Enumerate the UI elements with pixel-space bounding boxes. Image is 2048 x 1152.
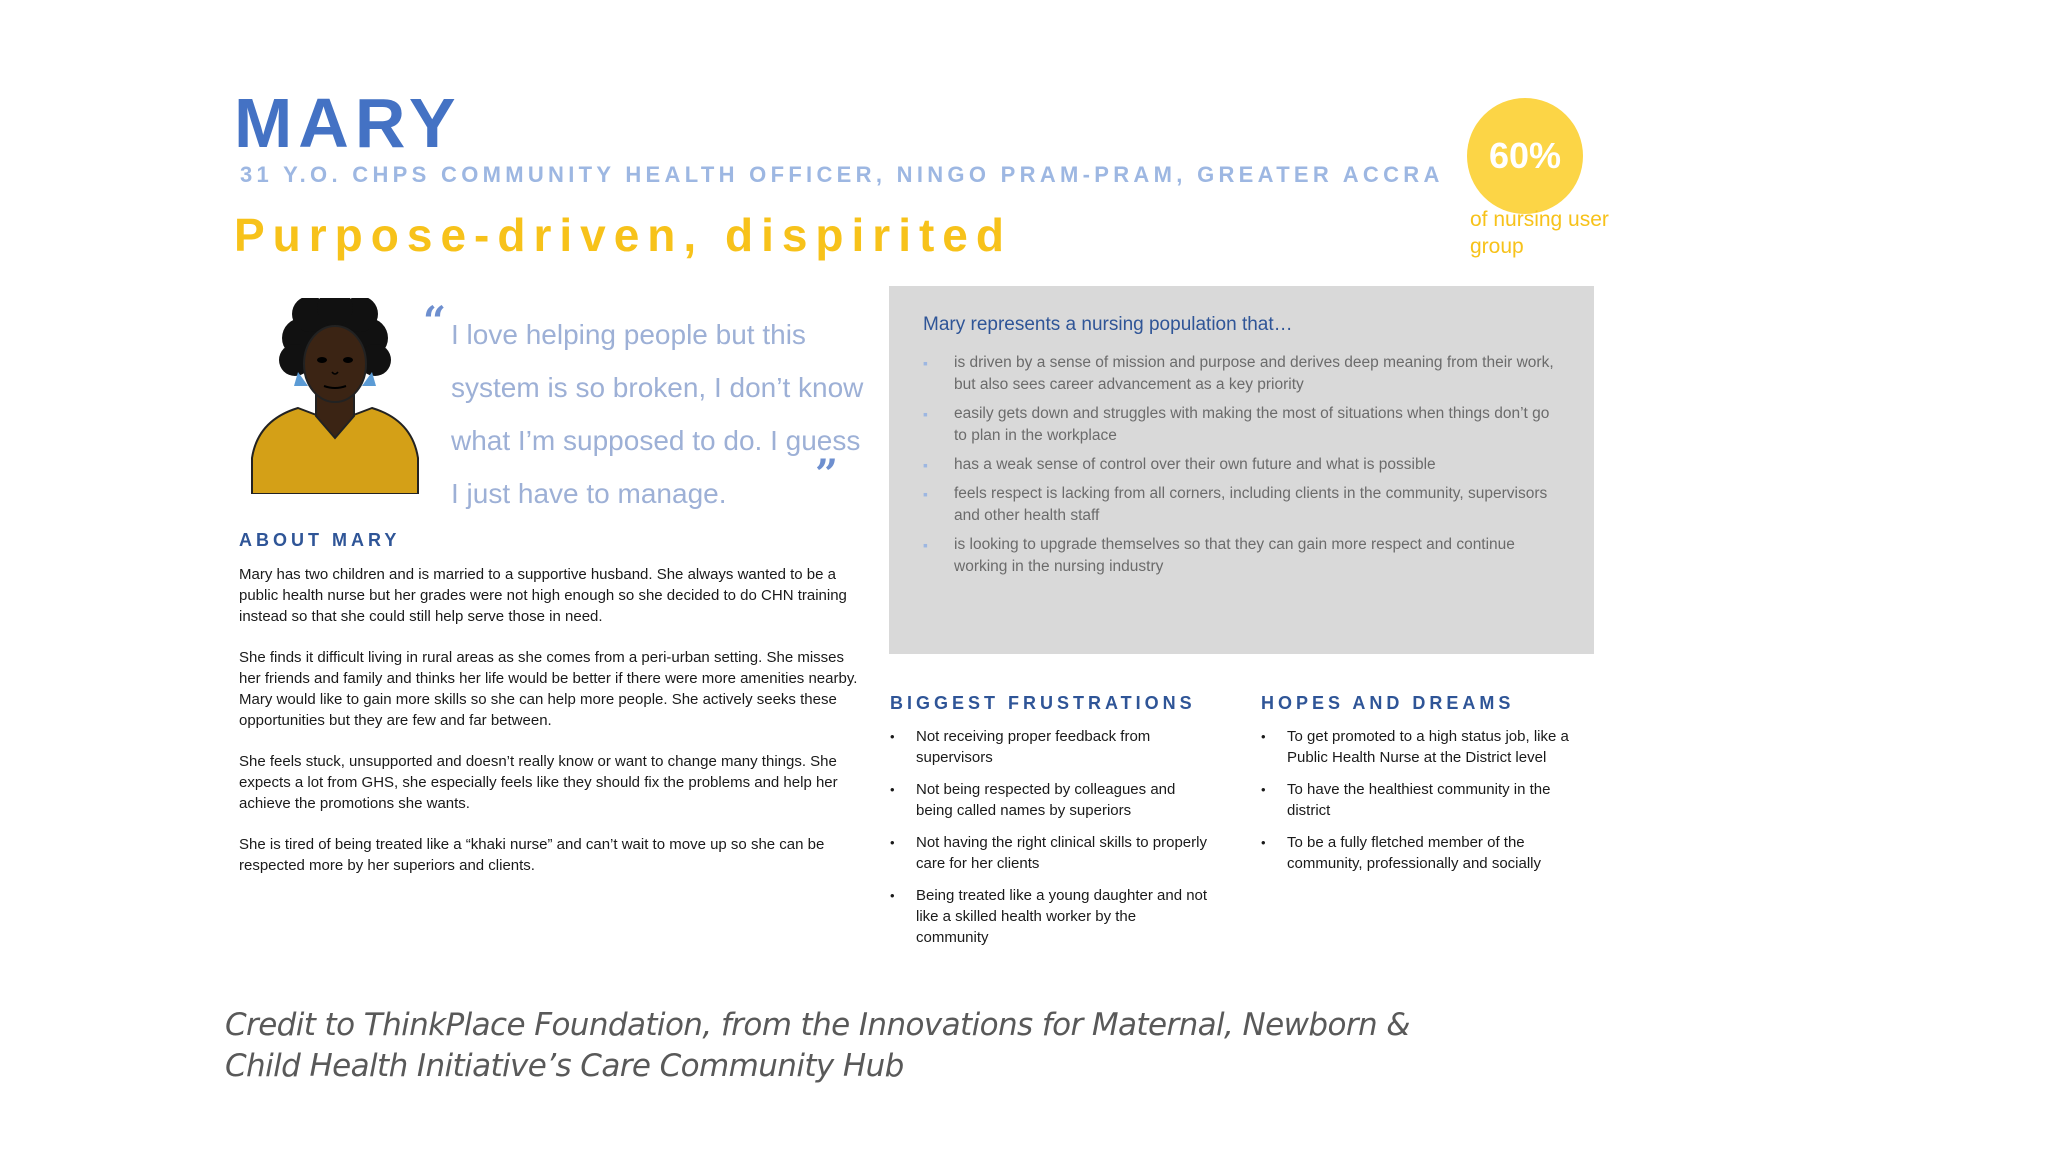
credit-caption: Credit to ThinkPlace Foundation, from the Innovations for Maternal, Newborn & Child Health Initiative’s Care Community Hub (225, 1007, 1410, 1084)
population-item-text: is driven by a sense of mission and purpose and derives deep meaning from their work, but also sees career advancement as a key priority (954, 354, 1554, 393)
hope-item (1261, 832, 1583, 874)
frustration-item (890, 779, 1212, 821)
persona-name: MARY (234, 84, 462, 162)
about-paragraph: Mary has two children and is married to a supportive husband. She always wanted to be a public health nurse but her grades were not high enough so she decided to do CHN training instead so that she could still help serve those in need. (239, 566, 847, 625)
bullet-icon: ▪ (923, 406, 928, 422)
hope-item-text: To have the healthiest community in the district (1287, 781, 1551, 819)
population-item (923, 454, 1563, 476)
hope-item (1261, 726, 1583, 768)
bullet-icon: ▪ (923, 355, 928, 371)
hope-item-text: To be a fully fletched member of the community, professionally and socially (1287, 834, 1541, 872)
quote-open-mark: “ (423, 298, 447, 345)
bullet-icon: ▪ (923, 457, 928, 473)
about-body (239, 564, 859, 896)
about-paragraph: She is tired of being treated like a “khaki nurse” and can’t wait to move up so she can be respected more by her superiors and clients. (239, 836, 825, 874)
frustrations-heading: BIGGEST FRUSTRATIONS (890, 693, 1196, 713)
population-item (923, 403, 1563, 447)
frustration-item-text: Not receiving proper feedback from supervisors (916, 728, 1151, 766)
population-item (923, 352, 1563, 396)
frustration-item-text: Not being respected by colleagues and being called names by superiors (916, 781, 1176, 819)
frustration-item (890, 885, 1212, 948)
bullet-icon: • (1261, 835, 1266, 850)
hopes-heading: HOPES AND DREAMS (1261, 693, 1515, 713)
population-item-text: is looking to upgrade themselves so that they can gain more respect and continue working in the nursing industry (954, 536, 1515, 575)
population-list (923, 352, 1563, 585)
population-item (923, 534, 1563, 578)
hope-item-text: To get promoted to a high status job, like a Public Health Nurse at the District level (1287, 728, 1569, 766)
frustration-item-text: Not having the right clinical skills to properly care for her clients (916, 834, 1207, 872)
population-heading: Mary represents a nursing population that… (923, 314, 1293, 335)
bullet-icon: • (890, 729, 895, 744)
bullet-icon: • (890, 835, 895, 850)
persona-tagline: Purpose-driven, dispirited (234, 209, 1012, 261)
hope-item (1261, 779, 1583, 821)
stat-caption: of nursing user group (1470, 208, 1609, 258)
frustration-item (890, 832, 1212, 874)
frustrations-list (890, 726, 1212, 959)
frustration-item-text: Being treated like a young daughter and not like a skilled health worker by the community (916, 887, 1208, 946)
about-paragraph: She finds it difficult living in rural areas as she comes from a peri-urban setting. She misses her friends and family and thinks her life would be better if there were more amenities nearby. Mary would like to gain more skills so she can help more people. She actively seeks these opportunities but they are few and far between. (239, 649, 858, 729)
population-panel (889, 286, 1594, 654)
bullet-icon: ▪ (923, 486, 928, 502)
persona-quote: I love helping people but this system is so broken, I don’t know what I’m supposed to do. I guess I just have to manage. (451, 319, 864, 509)
bullet-icon: • (890, 782, 895, 797)
quote-close-mark: ” (815, 451, 839, 498)
bullet-icon: • (1261, 782, 1266, 797)
bullet-icon: • (1261, 729, 1266, 744)
population-item (923, 483, 1563, 527)
population-item-text: has a weak sense of control over their own future and what is possible (954, 456, 1436, 473)
hopes-list (1261, 726, 1583, 885)
persona-subtitle: 31 Y.O. CHPS COMMUNITY HEALTH OFFICER, NINGO PRAM-PRAM, GREATER ACCRA (240, 162, 1444, 187)
population-item-text: easily gets down and struggles with making the most of situations when things don’t go to plan in the workplace (954, 405, 1550, 444)
frustration-item (890, 726, 1212, 768)
persona-avatar (250, 298, 420, 494)
bullet-icon: ▪ (923, 537, 928, 553)
bullet-icon: • (890, 888, 895, 903)
stat-badge: 60% (1467, 98, 1583, 214)
about-paragraph: She feels stuck, unsupported and doesn’t really know or want to change many things. She expects a lot from GHS, she especially feels like they should fix the problems and help her achieve the promotions she wants. (239, 753, 838, 812)
about-heading: ABOUT MARY (239, 530, 401, 550)
population-item-text: feels respect is lacking from all corners, including clients in the community, supervisors and other health staff (954, 485, 1548, 524)
